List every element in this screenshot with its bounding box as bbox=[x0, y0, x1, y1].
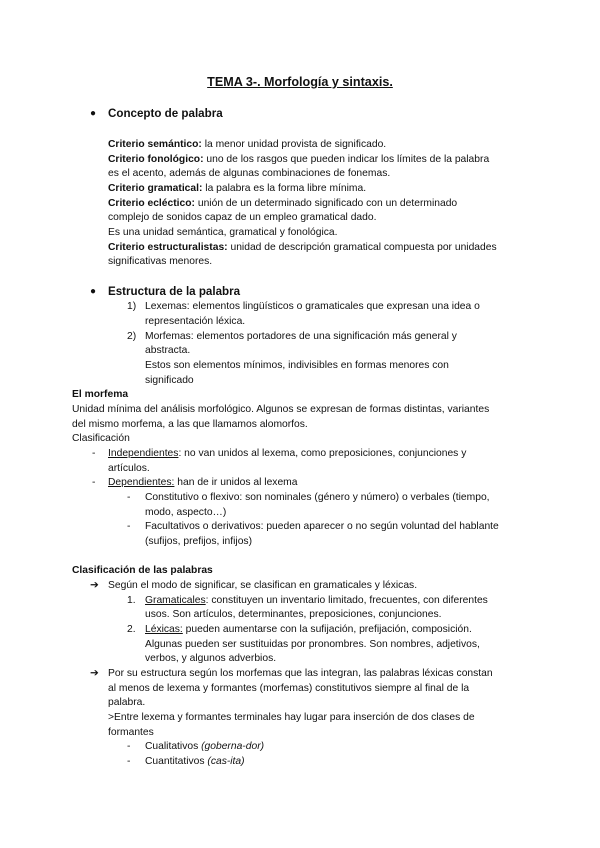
list-item-text: Morfemas: elementos portadores de una significación más general y bbox=[145, 331, 457, 342]
criterio-text: unión de un determinado significado con un determinado bbox=[194, 198, 458, 209]
dependientes-line bbox=[108, 475, 298, 490]
criterio-label: Criterio estructuralistas: bbox=[108, 242, 228, 253]
criterio-text: uno de los rasgos que pueden indicar los límites de la palabra bbox=[203, 154, 490, 165]
section-heading-morfema: El morfema bbox=[72, 389, 129, 400]
paragraph-line: Según el modo de significar, se clasifican en gramaticales y léxicas. bbox=[108, 580, 418, 591]
example-text: (goberna-dor) bbox=[201, 741, 265, 752]
criterio-text: unidad de descripción gramatical compuesta por unidades bbox=[227, 242, 497, 253]
criterio-label: Criterio semántico: bbox=[108, 139, 202, 150]
paragraph-line: artículos. bbox=[108, 463, 150, 474]
arrow-icon: ➔ bbox=[90, 580, 99, 591]
arrow-icon: ➔ bbox=[90, 668, 99, 679]
term-text: : constituyen un inventario limitado, frecuentes, con diferentes bbox=[205, 595, 488, 606]
criterio-estructuralistas bbox=[108, 240, 497, 255]
list-item-text: representación léxica. bbox=[145, 316, 246, 327]
page-title: TEMA 3-. Morfología y sintaxis. bbox=[207, 75, 393, 89]
paragraph-line: modo, aspecto…) bbox=[145, 507, 227, 518]
criterio-fonologico bbox=[108, 152, 489, 167]
subheading-clasificacion: Clasificación bbox=[72, 433, 130, 444]
paragraph-line: al menos de lexema y formantes (morfemas) constitutivos siempre al final de la bbox=[108, 683, 470, 694]
example-text: (cas-ita) bbox=[207, 756, 245, 767]
list-number: 2. bbox=[127, 624, 136, 635]
list-item-text: significado bbox=[145, 375, 194, 386]
paragraph-line: Algunas pueden ser sustituidas por pronombres. Son nombres, adjetivos, bbox=[145, 639, 480, 650]
list-item-text: Estos son elementos mínimos, indivisibles en formas menores con bbox=[145, 360, 449, 371]
dash-bullet: - bbox=[127, 741, 131, 752]
cualitativos-line bbox=[145, 739, 264, 754]
term-text: pueden aumentarse con la sufijación, prefijación, composición. bbox=[182, 624, 472, 635]
paragraph-line: palabra. bbox=[108, 697, 146, 708]
term-label: Independientes bbox=[108, 448, 179, 459]
section-heading-estructura: Estructura de la palabra bbox=[108, 285, 241, 298]
criterio-text: la menor unidad provista de significado. bbox=[201, 139, 387, 150]
bullet-icon: ● bbox=[90, 286, 97, 297]
paragraph-line: del mismo morfema, a las que llamamos alomorfos. bbox=[72, 419, 308, 430]
dash-bullet: - bbox=[92, 477, 96, 488]
criterio-label: Criterio ecléctico: bbox=[108, 198, 195, 209]
criterio-eclectico bbox=[108, 196, 457, 211]
paragraph-line: formantes bbox=[108, 727, 154, 738]
term-label: Cuantitativos bbox=[145, 756, 208, 767]
criterio-text-line: Es una unidad semántica, gramatical y fonológica. bbox=[108, 227, 338, 238]
criterio-text-line: es el acento, además de algunas combinaciones de fonemas. bbox=[108, 168, 391, 179]
dash-bullet: - bbox=[127, 756, 131, 767]
paragraph-line: verbos, y algunos adverbios. bbox=[145, 653, 277, 664]
criterio-text-line: significativas menores. bbox=[108, 256, 213, 267]
criterio-semantico bbox=[108, 137, 386, 152]
dash-bullet: - bbox=[127, 492, 131, 503]
independientes-line bbox=[108, 446, 466, 461]
list-number: 1. bbox=[127, 595, 136, 606]
dash-bullet: - bbox=[127, 521, 131, 532]
list-number: 2) bbox=[127, 331, 137, 342]
section-heading-clasificacion: Clasificación de las palabras bbox=[72, 565, 213, 576]
criterio-text-line: complejo de sonidos capaz de un empleo gramatical dado. bbox=[108, 212, 377, 223]
paragraph-line: Por su estructura según los morfemas que las integran, las palabras léxicas constan bbox=[108, 668, 493, 679]
criterio-gramatical bbox=[108, 181, 366, 196]
dash-bullet: - bbox=[92, 448, 96, 459]
paragraph-line: Facultativos o derivativos: pueden aparecer o no según voluntad del hablante bbox=[145, 521, 499, 532]
paragraph-line: usos. Son artículos, determinantes, preposiciones, conjunciones. bbox=[145, 609, 442, 620]
lexicas-line bbox=[145, 622, 472, 637]
list-item-text: Lexemas: elementos lingüísticos o gramaticales que expresan una idea o bbox=[145, 301, 480, 312]
term-text: han de ir unidos al lexema bbox=[174, 477, 298, 488]
term-label: Gramaticales bbox=[145, 595, 206, 606]
paragraph-line: >Entre lexema y formantes terminales hay lugar para inserción de dos clases de bbox=[108, 712, 475, 723]
term-label: Léxicas: bbox=[145, 624, 183, 635]
cuantitativos-line bbox=[145, 754, 245, 769]
list-number: 1) bbox=[127, 301, 137, 312]
criterio-label: Criterio gramatical: bbox=[108, 183, 203, 194]
list-item-text: abstracta. bbox=[145, 345, 191, 356]
criterio-label: Criterio fonológico: bbox=[108, 154, 204, 165]
gramaticales-line bbox=[145, 593, 488, 608]
paragraph-line: Constitutivo o flexivo: son nominales (género y número) o verbales (tiempo, bbox=[145, 492, 490, 503]
term-label: Dependientes: bbox=[108, 477, 175, 488]
section-heading-concepto: Concepto de palabra bbox=[108, 107, 223, 120]
paragraph-line: (sufijos, prefijos, infijos) bbox=[145, 536, 253, 547]
bullet-icon: ● bbox=[90, 108, 97, 119]
term-text: : no van unidos al lexema, como preposiciones, conjunciones y bbox=[178, 448, 467, 459]
paragraph-line: Unidad mínima del análisis morfológico. Algunos se expresan de formas distintas, variantes bbox=[72, 404, 490, 415]
criterio-text: la palabra es la forma libre mínima. bbox=[202, 183, 367, 194]
term-label: Cualitativos bbox=[145, 741, 202, 752]
